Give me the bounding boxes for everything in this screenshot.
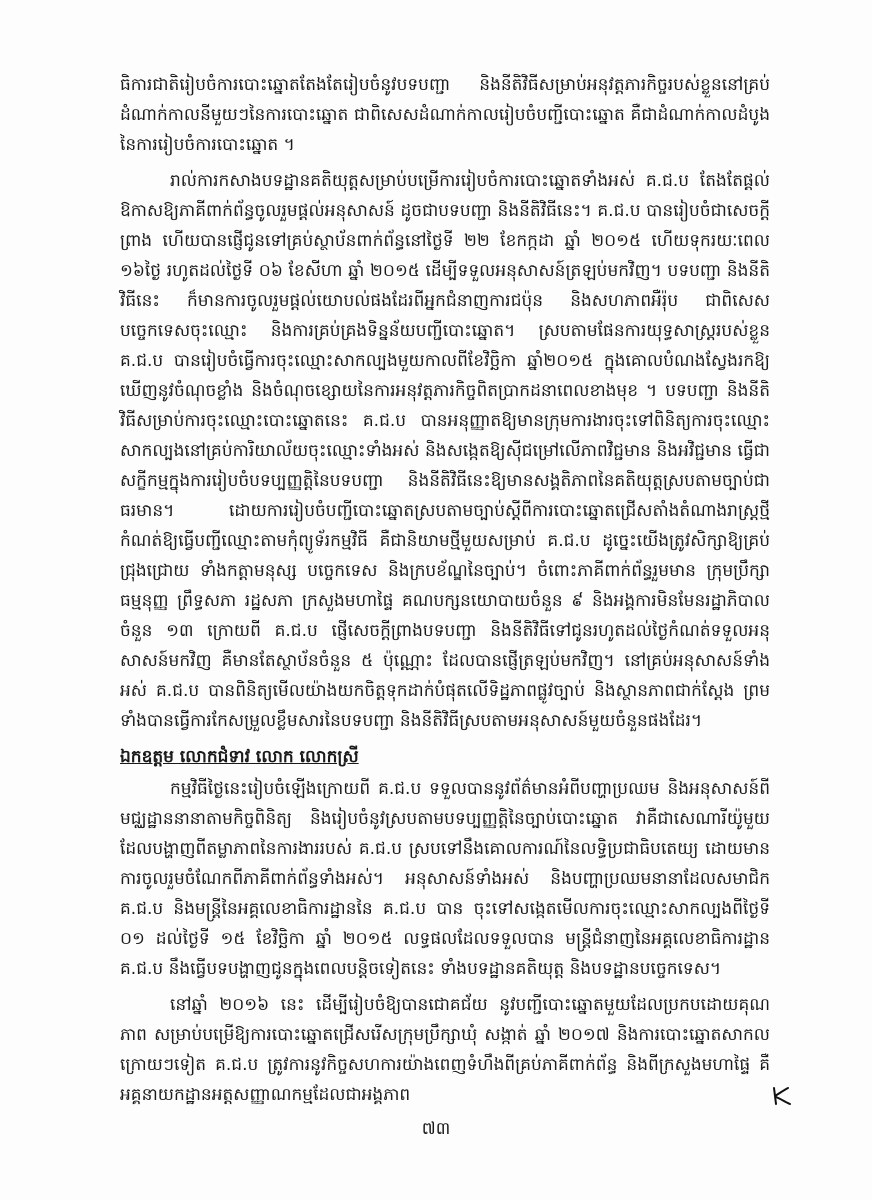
paragraph-opening: ធិការជាតិរៀបចំការបោះឆ្នោតតែងតែរៀបចំនូវបទបញ្ជា និងនីតិវិធីសម្រាប់អនុវត្តភារកិច្ចរបស់ខ្លួននៅគ្រប់ដំណាក់កាលនីមួយៗនៃការបោះឆ្នោត ជាពិសេសដំណាក់កាលរៀបចំបញ្ជីបោះឆ្នោត គឺជាដំណាក់កាលដំបូងនៃការរៀបចំការបោះឆ្នោត ។ (120, 75, 770, 155)
paragraph-legal-framework: រាល់ការកសាងបទដ្ឋានគតិយុត្តសម្រាប់បម្រើការរៀបចំការបោះឆ្នោតទាំងអស់ គ.ជ.ប តែងតែផ្ដល់ឱកាសឱ្យភាគីពាក់ព័ន្ធចូលរួមផ្ដល់អនុសាសន៍ ដូចជាបទបញ្ជា និងនីតិវិធីនេះ។ គ.ជ.ប បានរៀបចំជាសេចក្ដីព្រាង ហើយបានផ្ញើជូនទៅគ្រប់ស្ថាប័នពាក់ព័ន្ធនៅថ្ងៃទី ២២ ខែកក្កដា ឆ្នាំ ២០១៥ ហើយទុករយៈពេល ១៦ថ្ងៃ រហូតដល់ថ្ងៃទី ០៦ ខែសីហា ឆ្នាំ ២០១៥ ដើម្បីទទួលអនុសាសន៍ត្រឡប់មកវិញ។ បទបញ្ជា និងនីតិវិធីនេះ ក៏មានការចូលរួមផ្ដល់យោបល់ផងដែរពីអ្នកជំនាញការជប៉ុន និងសហភាពអឺរ៉ុប ជាពិសេសបច្ចេកទេសចុះឈ្មោះ និងការគ្រប់គ្រងទិន្នន័យបញ្ជីបោះឆ្នោត។ ស្របតាមផែនការយុទ្ធសាស្ត្ររបស់ខ្លួន គ.ជ.ប បានរៀបចំធ្វើការចុះឈ្មោះសាកល្បងមួយកាលពីខែវិច្ឆិកា ឆ្នាំ២០១៥ ក្នុងគោលបំណងស្វែងរកឱ្យឃើញនូវចំណុចខ្លាំង និងចំណុចខ្សោយនៃការអនុវត្តភារកិច្ចពិតប្រាកដនាពេលខាងមុខ ។ បទបញ្ជា និងនីតិវិធីសម្រាប់ការចុះឈ្មោះបោះឆ្នោតនេះ គ.ជ.ប បានអនុញ្ញាតឱ្យមានក្រុមការងារចុះទៅពិនិត្យការចុះឈ្មោះសាកល្បងនៅគ្រប់ការិយាល័យចុះឈ្មោះទាំងអស់ និងសង្កេតឱ្យស៊ីជម្រៅលើភាពវិជ្ជមាន និងអវិជ្ជមាន ធ្វើជាសក្ខីកម្មក្នុងការរៀបចំបទប្បញ្ញត្តិនៃបទបញ្ជា និងនីតិវិធីនេះឱ្យមានសង្គតិភាពនៃគតិយុត្តស្របតាមច្បាប់ជាធរមាន។ ដោយការរៀបចំបញ្ជីបោះឆ្នោតស្របតាមច្បាប់ស្ដីពីការបោះឆ្នោតជ្រើសតាំងតំណាងរាស្ត្រថ្មី កំណត់ឱ្យធ្វើបញ្ជីឈ្មោះតាមកុំព្យូទ័រកម្មវិធី គឺជានិយាមថ្មីមួយសម្រាប់ គ.ជ.ប ដូច្នេះយើងត្រូវសិក្សាឱ្យគ្រប់ជ្រុងជ្រោយ ទាំងកត្តាមនុស្ស បច្ចេកទេស និងក្របខ័ណ្ឌនៃច្បាប់។ ចំពោះភាគីពាក់ព័ន្ធរួមមាន ក្រុមប្រឹក្សាធម្មនុញ្ញ ព្រឹទ្ធសភា រដ្ឋសភា ក្រសួងមហាផ្ទៃ គណបក្សនយោបាយចំនួន ៩ និងអង្គការមិនមែនរដ្ឋាភិបាលចំនួន ១៣ ក្រោយពី គ.ជ.ប ផ្ញើសេចក្ដីព្រាងបទបញ្ជា និងនីតិវិធីទៅជូនរហូតដល់ថ្ងៃកំណត់ទទួលអនុសាសន៍មកវិញ គឺមានតែស្ថាប័នចំនួន ៥ ប៉ុណ្ណោះ ដែលបានផ្ញើត្រឡប់មកវិញ។ នៅគ្រប់អនុសាសន៍ទាំងអស់ គ.ជ.ប បានពិនិត្យមើលយ៉ាងយកចិត្តទុកដាក់បំផុតលើទិដ្ឋភាពផ្លូវច្បាប់ និងស្ថានភាពជាក់ស្ដែង ព្រមទាំងបានធ្វើការកែសម្រួលខ្លឹមសារនៃបទបញ្ជា និងនីតិវិធីស្របតាមអនុសាសន៍មួយចំនួនផងដែរ។ (120, 171, 770, 731)
salutation-heading: ឯកឧត្តម លោកជំទាវ លោក លោកស្រី (120, 747, 359, 767)
paragraph-2016-plan: នៅឆ្នាំ ២០១៦ នេះ ដើម្បីរៀបចំឱ្យបានជោគជ័យ នូវបញ្ជីបោះឆ្នោតមួយដែលប្រកបដោយគុណភាព សម្រាប់បម្រើឱ្យការបោះឆ្នោតជ្រើសរើសក្រុមប្រឹក្សាឃុំ សង្កាត់ ឆ្នាំ ២០១៧ និងការបោះឆ្នោតសាកលក្រោយៗទៀត គ.ជ.ប ត្រូវការនូវកិច្ចសហការយ៉ាងពេញទំហឹងពីគ្រប់ភាគីពាក់ព័ន្ធ និងពីក្រសួងមហាផ្ទៃ គឺអគ្គនាយកដ្ឋានអត្តសញ្ញាណកម្មដែលជាអង្គភាព (120, 995, 770, 1105)
page-number: ៧៣ (421, 1119, 451, 1139)
handwritten-initial (768, 1085, 794, 1107)
document-body (120, 70, 770, 1116)
paragraph-program: កម្មវិធីថ្ងៃនេះរៀបចំឡើងក្រោយពី គ.ជ.ប ទទួលបាននូវព័ត៌មានអំពីបញ្ហាប្រឈម និងអនុសាសន៍ពីមជ្ឈដ្ឋាននានាតាមកិច្ចពិនិត្យ និងរៀបចំនូវស្របតាមបទប្បញ្ញត្តិនៃច្បាប់បោះឆ្នោត វាគឺជាសេណារីយ៉ូមួយដែលបង្ហាញពីតម្លាភាពនៃការងាររបស់ គ.ជ.ប ស្របទៅនឹងគោលការណ៍នៃលទ្ធិប្រជាធិបតេយ្យ ដោយមានការចូលរួមចំណែកពីភាគីពាក់ព័ន្ធទាំងអស់។ អនុសាសន៍ទាំងអស់ និងបញ្ហាប្រឈមនានាដែលសមាជិក គ.ជ.ប និងមន្ត្រីនៃអគ្គលេខាធិការដ្ឋាននៃ គ.ជ.ប បាន ចុះទៅសង្កេតមើលការចុះឈ្មោះសាកល្បងពីថ្ងៃទី ០១ ដល់ថ្ងៃទី ១៥ ខែវិច្ឆិកា ឆ្នាំ ២០១៥ លទ្ធផលដែលទទួលបាន មន្ត្រីជំនាញនៃអគ្គលេខាធិការដ្ឋាន គ.ជ.ប នឹងធ្វើបទបង្ហាញជូនក្នុងពេលបន្តិចទៀតនេះ ទាំងបទដ្ឋានគតិយុត្ត និងបទដ្ឋានបច្ចេកទេស។ (120, 779, 770, 979)
